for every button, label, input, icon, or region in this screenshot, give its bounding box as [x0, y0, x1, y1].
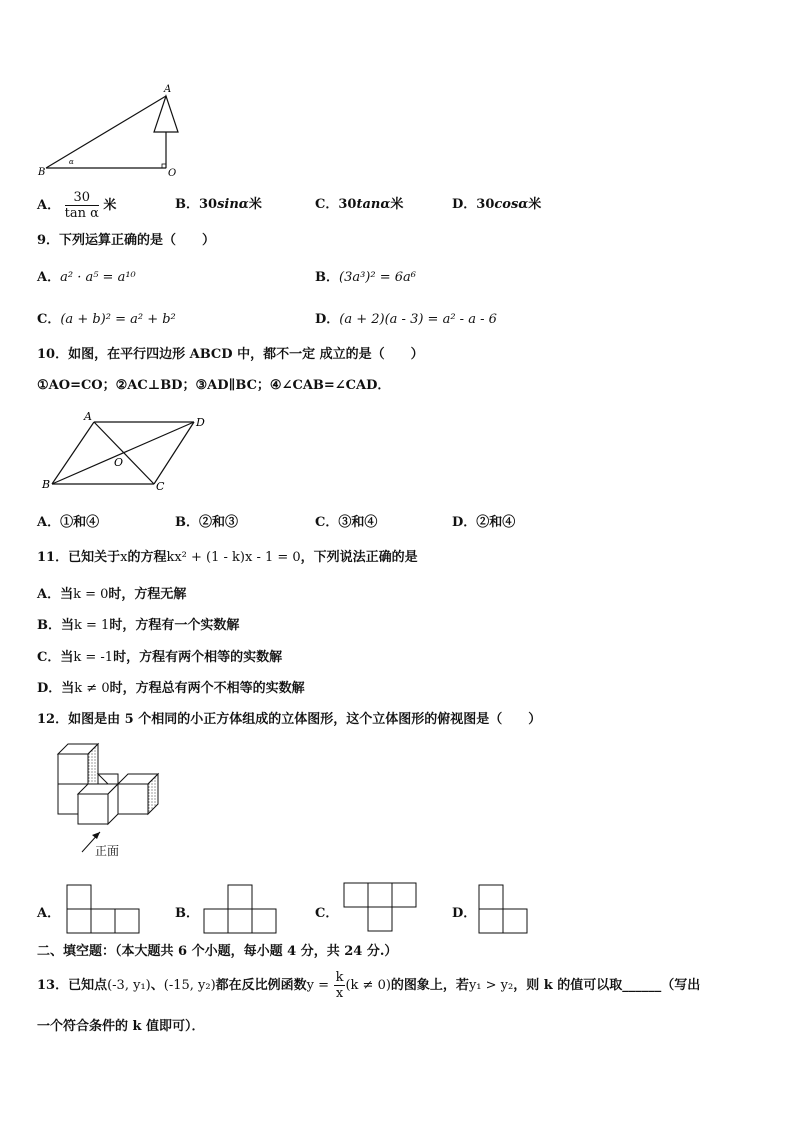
q8-option-a[interactable]: A． $\frac{30}{\text{tan α}}$ 米 — [37, 190, 117, 221]
q8-option-c[interactable]: C．30tanα米 — [315, 197, 404, 212]
q8-label-alpha: α — [69, 158, 74, 166]
q8-label-a: A — [164, 84, 172, 95]
q11-option-a[interactable]: A．当k = 0时，方程无解 — [37, 587, 187, 602]
q11-option-b[interactable]: B．当k = 1时，方程有一个实数解 — [37, 618, 240, 633]
q13-line1: 13．已知点(-3, y₁)、(-15, y₂)都在反比例函数y = $\frac{k}{x}$ (k ≠ 0)的图象上，若y₁ > y₂，则 k 的值可以取______（写出 — [37, 970, 701, 1001]
q10-option-b[interactable]: B．②和③ — [175, 515, 239, 530]
q12-option-b-letter[interactable]: B． — [175, 906, 199, 921]
section2-title: 二、填空题：（本大题共 6 个小题，每小题 4 分，共 24 分.） — [37, 944, 398, 959]
q10-title: 10．如图，在平行四边形 ABCD 中，都不一定 成立的是（ ） — [37, 347, 424, 362]
q13-answer-blank[interactable]: ______ — [622, 978, 662, 993]
q9-title: 9．下列运算正确的是（ ） — [37, 233, 216, 248]
q13-fraction: $\frac{k}{x}$ — [335, 970, 344, 1001]
q12-option-a-figure[interactable] — [66, 884, 142, 936]
q10-option-a[interactable]: A．①和④ — [37, 515, 100, 530]
q10-label-b: B — [42, 478, 51, 491]
q11-option-d[interactable]: D．当k ≠ 0时，方程总有两个不相等的实数解 — [37, 681, 305, 696]
q12-front-label: 正面 — [95, 844, 120, 858]
q8-label-o: O — [168, 168, 177, 179]
q10-label-d: D — [196, 416, 205, 429]
q12-option-a-letter[interactable]: A． — [37, 906, 61, 921]
q12-option-c-letter[interactable]: C． — [315, 906, 339, 921]
q12-option-b-figure[interactable] — [203, 884, 279, 936]
q8-option-a-fraction: $\frac{30}{\text{tan α}}$ — [64, 190, 99, 221]
q9-option-a[interactable]: A．a² · a⁵ = a¹⁰ — [37, 270, 136, 285]
q10-statements: ①AO=CO；②AC⊥BD；③AD∥BC；④∠CAB=∠CAD． — [37, 378, 391, 393]
q12-option-d-letter[interactable]: D． — [452, 906, 477, 921]
q10-parallelogram-figure — [36, 408, 216, 494]
q9-option-c[interactable]: C．(a + b)² = a² + b² — [37, 312, 176, 327]
q10-label-c: C — [156, 480, 165, 493]
q10-label-a: A — [84, 410, 92, 423]
q10-option-d[interactable]: D．②和④ — [452, 515, 516, 530]
q10-option-c[interactable]: C．③和④ — [315, 515, 378, 530]
q12-option-d-figure[interactable] — [478, 884, 530, 936]
q8-option-d[interactable]: D．30cosα米 — [452, 197, 542, 212]
q8-option-b[interactable]: B．30sinα米 — [175, 197, 262, 212]
q9-option-d[interactable]: D．(a + 2)(a - 3) = a² - a - 6 — [315, 312, 497, 327]
q12-title: 12．如图是由 5 个相同的小正方体组成的立体图形，这个立体图形的俯视图是（ ） — [37, 712, 542, 727]
q12-option-c-figure[interactable] — [343, 882, 419, 934]
q8-label-b: B — [38, 167, 46, 178]
q13-line2: 一个符合条件的 k 值即可）． — [37, 1019, 205, 1034]
q11-title: 11．已知关于x的方程kx² + (1 - k)x - 1 = 0，下列说法正确的是 — [37, 550, 418, 565]
q9-option-b[interactable]: B．(3a³)² = 6a⁶ — [315, 270, 416, 285]
q11-option-c[interactable]: C．当k = -1时，方程有两个相等的实数解 — [37, 650, 283, 665]
q8-triangle-figure — [36, 80, 186, 180]
q10-label-o: O — [114, 456, 124, 469]
